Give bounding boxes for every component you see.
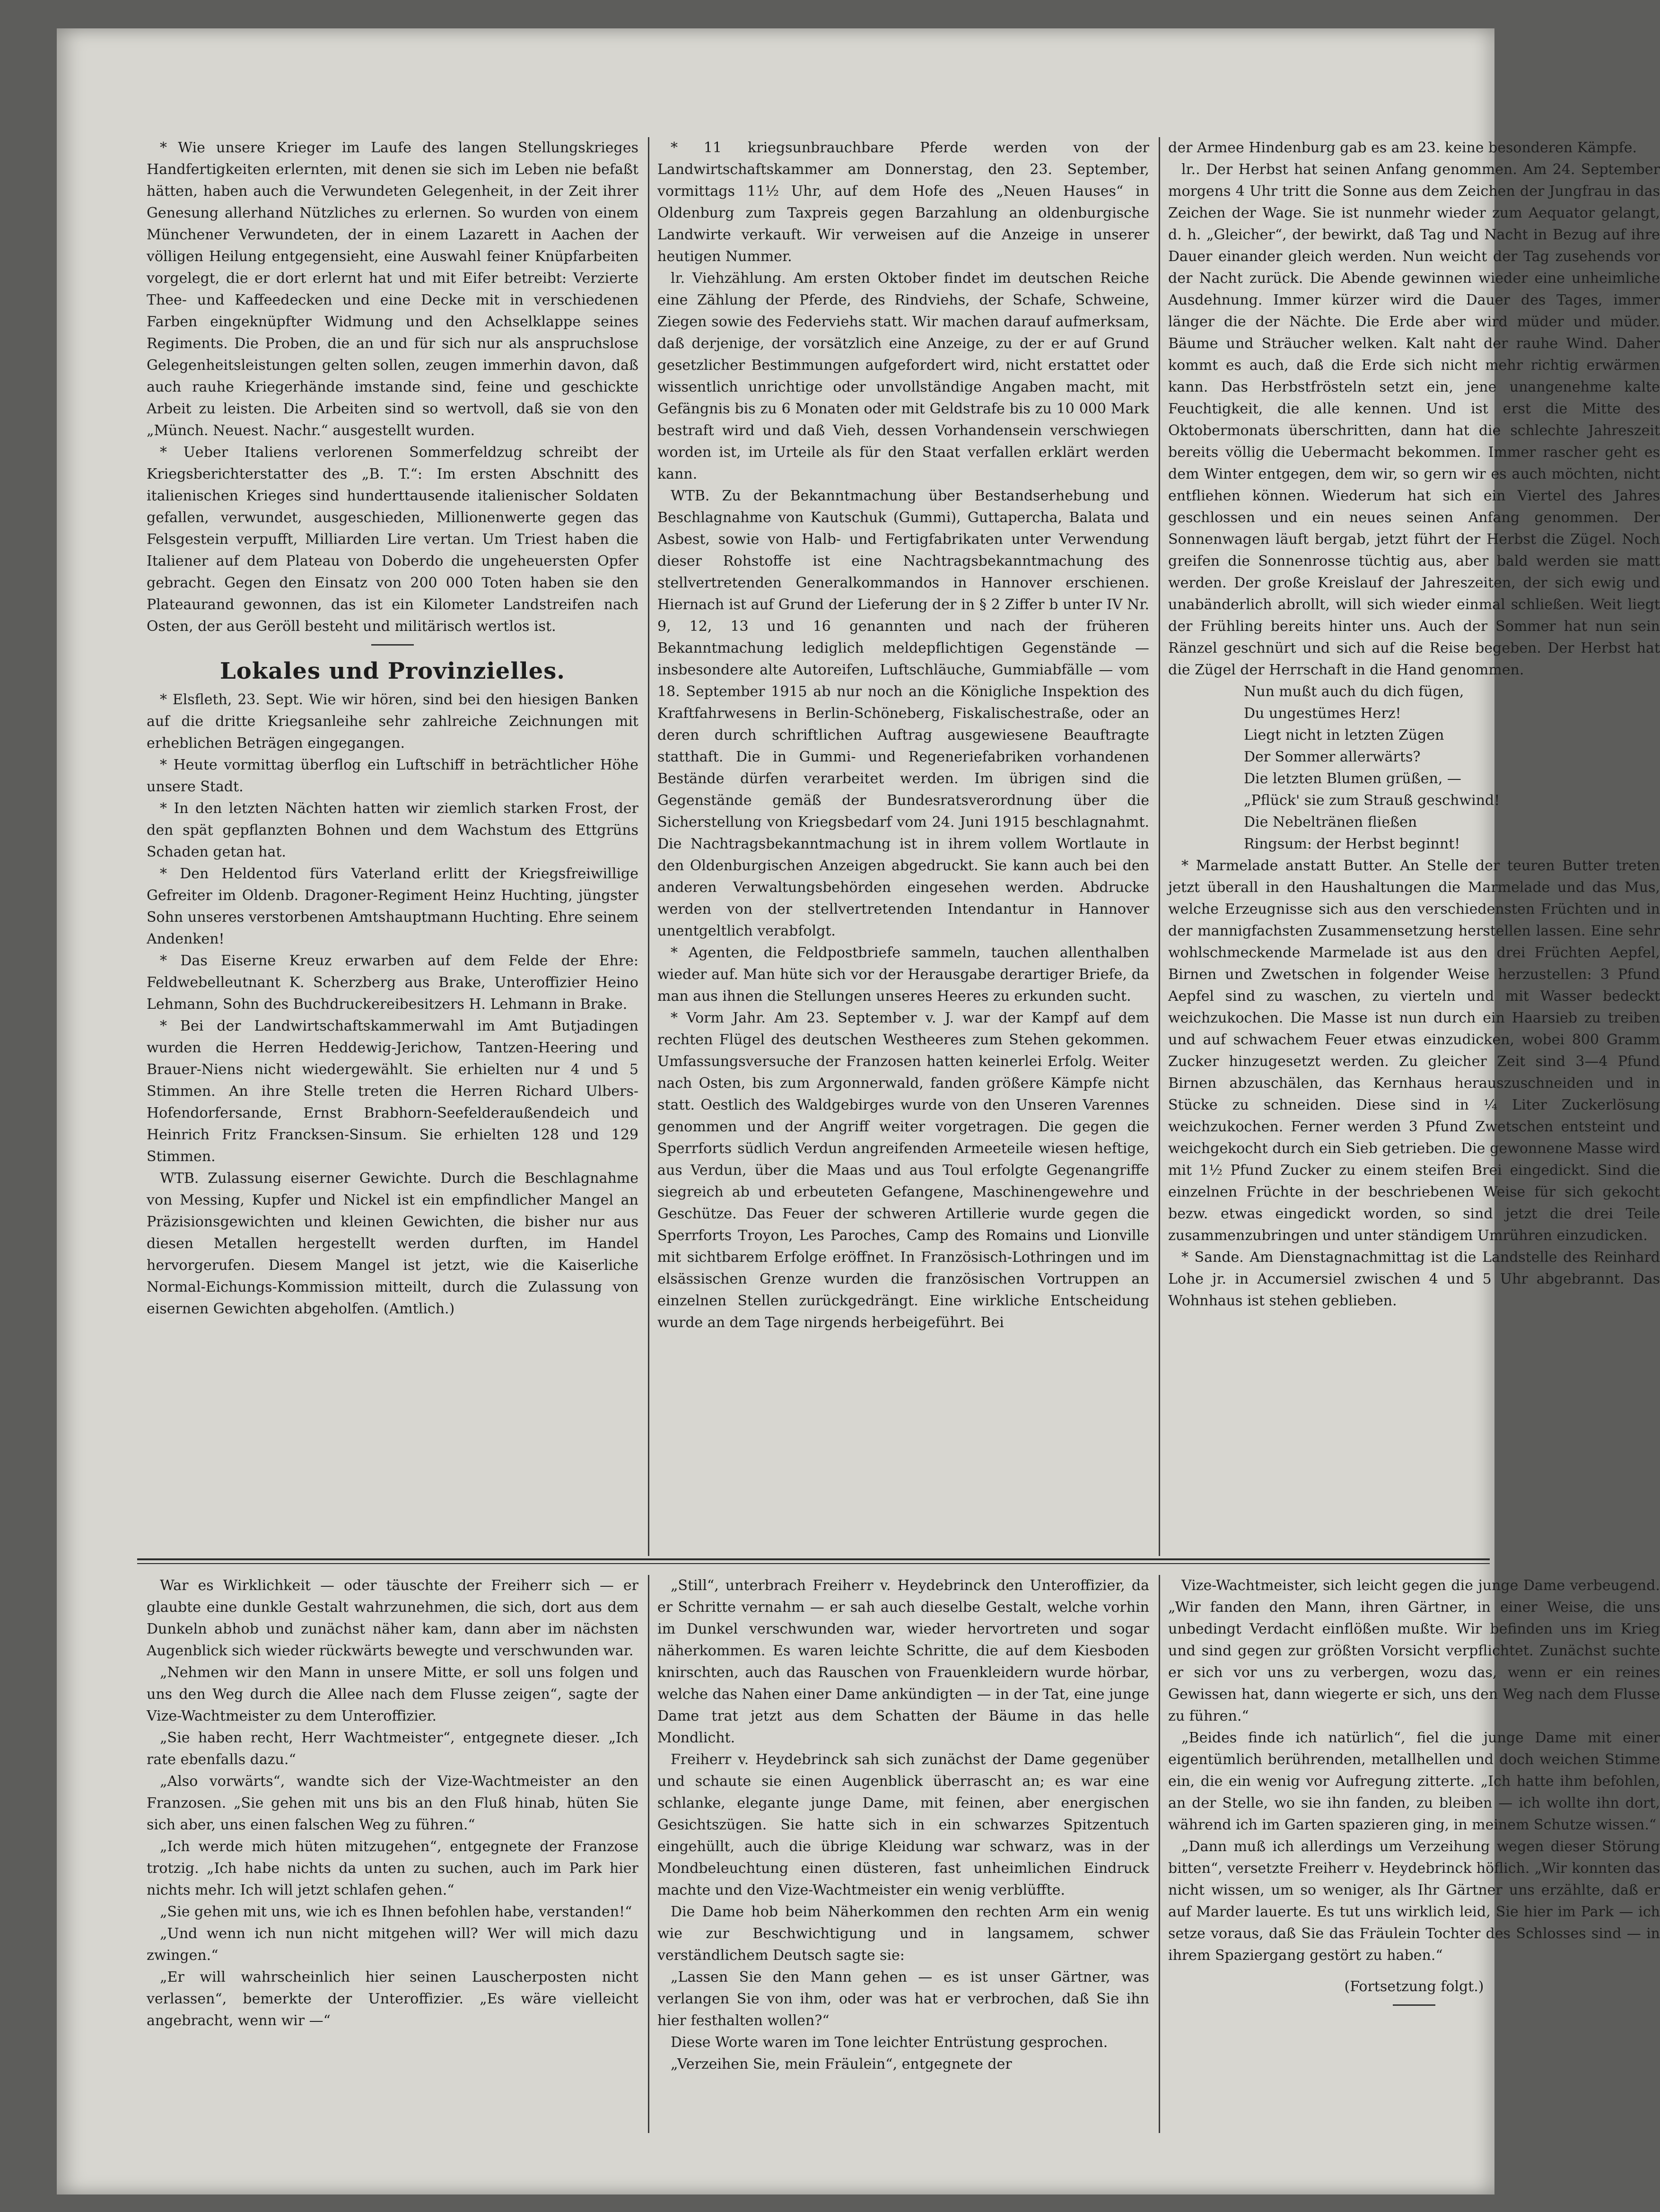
feuilleton-paragraph: „Verzeihen Sie, mein Fräulein“, entgegnete der — [671, 2056, 1012, 2072]
article-frost: * In den letzten Nächten hatten wir ziemlich starken Frost, der den spät gepflanzten Bohnen und dem Wachstum des Ettgrüns Schaden getan hat. — [147, 800, 638, 860]
article-iron-cross: * Das Eiserne Kreuz erwarben auf dem Felde der Ehre: Feldwebelleutnant K. Scherzberg aus Brake, Unteroffizier Heino Lehmann, Sohn des Buchdruckereibesitzers H. Lehmann in Brake. — [147, 953, 638, 1013]
feuilleton-paragraph: Die Dame hob beim Näherkommen den rechten Arm ein wenig wie zur Beschwichtigung und in langsamem, schwer verständlichem Deutsch sagte sie: — [657, 1904, 1149, 1964]
article-italy: * Ueber Italiens verlorenen Sommerfeldzug schreibt der Kriegsberichterstatter des „B. T.“: Im ersten Abschnitt des italienischen Krieges sind hunderttausende italienischer Soldaten gefallen, verwundet, ausgeschieden, Millionenwerte gegen das Felsgestein verpufft, Milliarden Lire vertan. Um Triest haben die Italiener auf dem Plateau von Doberdo die ungeheuersten Opfer gebracht. Gegen den Einsatz von 200 000 Toten haben sie den Plateaurand gewonnen, das ist ein Kilometer Landstreifen nach Osten, der aus Geröll besteht und militärisch wertlos ist. — [147, 444, 638, 635]
poem — [1168, 681, 1660, 855]
column-rule — [648, 137, 649, 1556]
article-hindenburg: der Armee Hindenburg gab es am 23. keine besonderen Kämpfe. — [1168, 140, 1637, 156]
column-rule — [1159, 137, 1160, 1556]
article-last-year: * Vorm Jahr. Am 23. September v. J. war der Kampf auf dem rechten Flügel des deutschen Westheeres zum Stehen gekommen. Umfassungsversuche der Franzosen hatten keinerlei Erfolg. Weiter nach Osten, bis zum Argonnerwald, fanden größere Kämpfe nicht statt. Oestlich des Waldgebirges wurde von den Unseren Varennes genommen und der Angriff weiter vorgetragen. Die gegen die Sperrforts südlich Verdun angreifenden Armeeteile wiesen heftige, aus Verdun, über die Maas und aus Toul erfolgte Gegenangriffe siegreich ab und erbeuteten Gefangene, Maschinengewehre und Geschütze. Das Feuer der schweren Artillerie wurde gegen die Sperrforts Troyon, Les Paroches, Camp des Romains und Lionville mit sichtbarem Erfolge eröffnet. In Französisch-Lothringen und im elsässischen Grenze wurden die französischen Vortruppen an einzelnen Stellen zurückgedrängt. Eine wirkliche Entscheidung wurde an dem Tage nirgends herbeigeführt. Bei — [657, 1010, 1149, 1331]
column-rule — [1159, 1575, 1160, 2133]
poem-line: Ringsum: der Herbst beginnt! — [1244, 836, 1460, 852]
article-heldentod: * Den Heldentod fürs Vaterland erlitt der Kriegsfreiwillige Gefreiter im Oldenb. Dragoner-Regiment Heinz Huchting, jüngster Sohn unseres verstorbenen Amtshauptmann Huchting. Ehre seinem Andenken! — [147, 866, 638, 947]
poem-line: Du ungestümes Herz! — [1244, 705, 1401, 722]
top-column-2 — [657, 137, 1149, 1556]
top-column-1 — [147, 137, 638, 1556]
article-handicraft: * Wie unsere Krieger im Laufe des langen Stellungskrieges Handfertigkeiten erlernten, mit denen sie sich im Leben nie befaßt hätten, haben auch die Verwundeten Gelegenheit, in der Zeit ihrer Genesung allerhand Nützliches zu erlernen. So wurden von einem Münchener Verwundeten, der in einem Lazarett in Aachen der völligen Heilung entgegensieht, eine Auswahl feiner Knüpfarbeiten vorgelegt, die er dort erlernt hat und mit Eifer betreibt: Verzierte Thee- und Kaffeedecken und eine Decke mit in verschiedenen Farben eingeknüpfter Widmung und den Achselklappe seines Regiments. Die Proben, die an und für sich nur als anspruchslose Gelegenheitsleistungen gelten sollen, zeugen immerhin davon, daß auch rauhe Kriegerhände imstande sind, feine und geschickte Arbeit zu leisten. Die Arbeiten sind so wertvoll, daß sie von den „Münch. Neuest. Nachr.“ ausgestellt wurden. — [147, 140, 638, 439]
feuilleton-paragraph: „Beides finde ich natürlich“, fiel die junge Dame mit einer eigentümlich berührenden, metallhellen und doch weichen Stimme ein, die ein wenig vor Aufregung zitterte. „Ich hatte ihm befohlen, an der Stelle, wo sie ihn fanden, zu bleiben — ich wollte ihn dort, während ich im Garten spazieren ging, in meinem Schutze wissen.“ — [1168, 1730, 1660, 1833]
feuilleton-paragraph: „Dann muß ich allerdings um Verzeihung wegen dieser Störung bitten“, versetzte Freiherr v. Heydebrinck höflich. „Wir konnten das nicht wissen, um so weniger, als Ihr Gärtner uns erzählte, daß er auf Marder lauerte. Es tut uns wirklich leid, Sie hier im Park — ich setze voraus, daß Sie das Fräulein Tochter des Schlosses sind — in ihrem Spaziergang gestört zu haben.“ — [1168, 1838, 1660, 1964]
continuation-note: (Fortsetzung folgt.) — [1344, 1978, 1484, 1995]
feuilleton-paragraph: „Sie haben recht, Herr Wachtmeister“, entgegnete dieser. „Ich rate ebenfalls dazu.“ — [147, 1730, 638, 1768]
article-agents: * Agenten, die Feldpostbriefe sammeln, tauchen allenthalben wieder auf. Man hüte sich vor der Herausgabe derartiger Briefe, da man aus ihnen die Stellungen unseres Heeres zu erkunden sucht. — [657, 944, 1149, 1005]
article-autumn: lr.. Der Herbst hat seinen Anfang genommen. Am 24. September morgens 4 Uhr tritt die Sonne aus dem Zeichen der Jungfrau in das Zeichen der Wage. Sie ist nunmehr wieder zum Aequator gelangt, d. h. „Gleicher“, der bewirkt, daß Tag und Nacht in Bezug auf ihre Dauer einander gleich werden. Nun weicht der Tag zusehends vor der Nacht zurück. Die Abende gewinnen wieder eine unheimliche Ausdehnung. Immer kürzer wird die Dauer des Tages, immer länger die der Nächte. Die Erde aber wird müder und müder. Bäume und Sträucher welken. Kalt naht der rauhe Wind. Daher kommt es auch, daß die Erde sich nicht mehr richtig erwärmen kann. Das Herbstfrösteln setzt ein, jene unangenehme kalte Feuchtigkeit, die alle kennen. Und ist erst die Mitte des Oktobermonats überschritten, dann hat die schlechte Jahreszeit bereits völlig die Uebermacht bekommen. Immer rascher geht es dem Winter entgegen, dem wir, so gern wir es auch möchten, nicht entfliehen können. Wiederum hat sich ein Viertel des Jahres geschlossen und ein neues seinen Anfang genommen. Der Sonnenwagen läuft bergab, jetzt führt der Herbst die Zügel. Noch greifen die Sonnenrosse tüchtig aus, aber bald werden sie matt werden. Der große Kreislauf der Jahreszeiten, der sich ewig und unabänderlich abrollt, will sich wieder einmal schließen. Weit liegt der Frühling bereits hinter uns. Auch der Sommer hat nun sein Ränzel geschnürt und sich auf die Reise begeben. Der Herbst hat die Zügel der Herrschaft in die Hand genommen. — [1168, 161, 1660, 678]
feuilleton-paragraph: Vize-Wachtmeister, sich leicht gegen die junge Dame verbeugend. „Wir fanden den Mann, ihren Gärtner, in einer Weise, die uns unbedingt Verdacht einflößen mußte. Wir befinden uns im Krieg und sind gegen zur größten Vorsicht verpflichtet. Zunächst suchte er sich vor uns zu verbergen, wozu das, wenn er ein reines Gewissen hat, dann wiegerte er sich, uns den Weg nach dem Flusse zu führen.“ — [1168, 1577, 1660, 1724]
top-column-3 — [1168, 137, 1660, 1556]
article-rubber: WTB. Zu der Bekanntmachung über Bestandserhebung und Beschlagnahme von Kautschuk (Gummi), Guttapercha, Balata und Asbest, sowie von Halb- und Fertigfabrikaten unter Verwendung dieser Rohstoffe ist eine Nachtragsbekanntmachung des stellvertretenden Generalkommandos in Hannover erschienen. Hiernach ist auf Grund der Lieferung der in § 2 Ziffer b unter IV Nr. 9, 12, 13 und 16 genannten und nach der früheren Bekanntmachung lediglich meldepflichtigen Gegenstände — insbesondere alte Autoreifen, Luftschläuche, Gummiabfälle — vom 18. September 1915 ab nur noch an die Königliche Inspektion des Kraftfahrwesens in Berlin-Schöneberg, Fiskalischestraße, oder an deren durch schriftlichen Auftrag ausgewiesene Beauftragte statthaft. Die in Gummi- und Regeneriefabriken vorhandenen Bestände dürfen verarbeitet werden. Im übrigen sind die Gegenstände gemäß der Bundesratsverordnung über die Sicherstellung von Kriegsbedarf vom 24. Juni 1915 beschlagnahmt. Die Nachtragsbekanntmachung ist in ihrem vollem Wortlaute in den Oldenburgischen Anzeigen abgedruckt. Sie kann auch bei den anderen Verwaltungsbehörden eingesehen werden. Abdrucke werden von der stellvertretenden Intendantur in Hannover unentgeltlich verabfolgt. — [657, 488, 1149, 939]
article-weights: WTB. Zulassung eiserner Gewichte. Durch die Beschlagnahme von Messing, Kupfer und Nickel ist ein empfindlicher Mangel an Präzisionsgewichten und kleinen Gewichten, die bisher nur aus diesen Metallen hergestellt werden durften, im Handel hervorgerufen. Diesem Mangel ist jetzt, wie die Kaiserliche Normal-Eichungs-Kommission mitteilt, durch die Zulassung von eisernen Gewichten abgeholfen. (Amtlich.) — [147, 1170, 638, 1317]
feuilleton-paragraph: „Still“, unterbrach Freiherr v. Heydebrinck den Unteroffizier, da er Schritte vernahm — er sah auch dieselbe Gestalt, welche vorhin im Dunkel verschwunden war, wieder hervortreten und sogar näherkommen. Es waren leichte Schritte, die auf dem Kiesboden knirschten, auch das Rauschen von Frauenkleidern wurde hörbar, welche das Nahen einer Dame ankündigten — in der Tat, eine junge Dame trat jetzt aus dem Schatten der Bäume in das helle Mondlicht. — [657, 1577, 1149, 1746]
article-marmalade: * Marmelade anstatt Butter. An Stelle der teuren Butter treten jetzt überall in den Haushaltungen die Marmelade und das Mus, welche Erzeugnisse sich aus den verschiedensten Früchten und in der mannigfachsten Zusammensetzung herstellen lassen. Eine sehr wohlschmeckende Marmelade ist aus den drei Früchten Aepfel, Birnen und Zwetschen in folgender Weise herzustellen: 3 Pfund Aepfel sind zu waschen, zu vierteln und mit Wasser bedeckt weichzukochen. Die Masse ist nun durch ein Haarsieb zu treiben und auf schwachem Feuer etwas einzudicken, wobei 800 Gramm Zucker hinzugesetzt werden. Zu gleicher Zeit sind 3—4 Pfund Birnen abzuschälen, das Kernhaus herauszuschneiden und in Stücke zu schneiden. Diese sind in ¼ Liter Zuckerlösung weichzukochen. Ferner werden 3 Pfund Zwetschen entsteint und weichgekocht durch ein Sieb getrieben. Die gewonnene Masse wird mit 1½ Pfund Zucker zu einem steifen Brei eingedickt. Sind die einzelnen Früchte in der beschriebenen Weise für sich gekocht bezw. etwas eingedickt worden, so sind jetzt die drei Teile zusammenzubringen und unter ständigem Umrühren einzudicken. — [1168, 857, 1660, 1244]
feuilleton-paragraph: „Ich werde mich hüten mitzugehen“, entgegnete der Franzose trotzig. „Ich habe nichts da unten zu suchen, auch im Park hier nichts mehr. Ich will jetzt schlafen gehen.“ — [147, 1838, 638, 1898]
article-sande: * Sande. Am Dienstagnachmittag ist die Landstelle des Reinhard Lohe jr. in Accumersiel zwischen 4 und 5 Uhr abgebrannt. Das Wohnhaus ist stehen geblieben. — [1168, 1249, 1660, 1309]
section-title: Lokales und Provinzielles. — [220, 658, 565, 684]
article-elsfleth: * Elsfleth, 23. Sept. Wie wir hören, sind bei den hiesigen Banken auf die dritte Kriegsanleihe sehr zahlreiche Zeichnungen mit erheblichen Beträgen eingegangen. — [147, 691, 638, 752]
poem-line: Nun mußt auch du dich fügen, — [1244, 683, 1464, 700]
feuilleton-paragraph: „Und wenn ich nun nicht mitgehen will? Wer will mich dazu zwingen.“ — [147, 1925, 638, 1964]
feuilleton-paragraph: „Also vorwärts“, wandte sich der Vize-Wachtmeister an den Franzosen. „Sie gehen mit uns bis an den Fluß hinab, hüten Sie sich aber, uns einen falschen Weg zu führen.“ — [147, 1773, 638, 1833]
poem-line: Liegt nicht in letzten Zügen — [1244, 727, 1444, 743]
article-horses: * 11 kriegsunbrauchbare Pferde werden von der Landwirtschaftskammer am Donnerstag, den 23. September, vormittags 11½ Uhr, auf dem Hofe des „Neuen Hauses“ in Oldenburg zum Taxpreis gegen Barzahlung an oldenburgische Landwirte verkauft. Wir verweisen auf die Anzeige in unserer heutigen Nummer. — [657, 140, 1149, 265]
poem-line: „Pflück' sie zum Strauß geschwind! — [1244, 792, 1500, 809]
feuilleton-column-2 — [657, 1575, 1149, 2133]
article-cattle-count: lr. Viehzählung. Am ersten Oktober findet im deutschen Reiche eine Zählung der Pferde, des Rindviehs, der Schafe, Schweine, Ziegen sowie des Federviehs statt. Wir machen darauf aufmerksam, daß derjenige, der vorsätzlich eine Anzeige, zu der er auf Grund gesetzlicher Bestimmungen aufgefordert wird, nicht erstattet oder wissentlich unrichtige oder unvollständige Angaben macht, mit Gefängnis bis zu 6 Monaten oder mit Geldstrafe bis zu 10 000 Mark bestraft wird und daß Vieh, dessen Vorhandensein verschwiegen worden ist, im Urteile als für den Staat verfallen erklärt werden kann. — [657, 270, 1149, 482]
newspaper-page — [57, 28, 1660, 2195]
feuilleton-divider — [137, 1558, 1490, 1560]
feuilleton-paragraph: „Sie gehen mit uns, wie ich es Ihnen befohlen habe, verstanden!“ — [160, 1904, 632, 1920]
poem-line: Der Sommer allerwärts? — [1244, 749, 1421, 765]
poem-line: Die Nebeltränen fließen — [1244, 814, 1417, 831]
column-rule — [648, 1575, 649, 2133]
feuilleton-column-1 — [147, 1575, 638, 2133]
feuilleton-paragraph: War es Wirklichkeit — oder täuschte der Freiherr sich — er glaubte eine dunkle Gestalt wahrzunehmen, die sich, dort aus dem Dunkeln abhob und zunächst näher kam, dann aber im nächsten Augenblick sich wieder rückwärts bewegte und verschwunden war. — [147, 1577, 638, 1659]
feuilleton-paragraph: Diese Worte waren im Tone leichter Entrüstung gesprochen. — [671, 2034, 1108, 2051]
feuilleton-paragraph: „Nehmen wir den Mann in unsere Mitte, er soll uns folgen und uns den Weg durch die Allee nach dem Flusse zeigen“, sagte der Vize-Wachtmeister zu dem Unteroffizier. — [147, 1664, 638, 1724]
separator — [1393, 2004, 1435, 2006]
feuilleton-column-3 — [1168, 1575, 1660, 2133]
feuilleton-paragraph: Freiherr v. Heydebrinck sah sich zunächst der Dame gegenüber und schaute sie einen Augenblick überrascht an; es war eine schlanke, elegante junge Dame, mit feinen, aber energischen Gesichtszügen. Sie hatte sich in ein schwarzes Spitzentuch eingehüllt, auch die übrige Kleidung war schwarz, was in der Mondbeleuchtung einen düsteren, fast unheimlichen Eindruck machte und den Vize-Wachtmeister ein wenig verblüffte. — [657, 1751, 1149, 1898]
feuilleton-paragraph: „Lassen Sie den Mann gehen — es ist unser Gärtner, was verlangen Sie von ihm, oder was hat er verbrochen, daß Sie ihn hier festhalten wollen?“ — [657, 1969, 1149, 2029]
feuilleton-paragraph: „Er will wahrscheinlich hier seinen Lauscherposten nicht verlassen“, bemerkte der Unteroffizier. „Es wäre vielleicht angebracht, wenn wir —“ — [147, 1969, 638, 2029]
article-election: * Bei der Landwirtschaftskammerwahl im Amt Butjadingen wurden die Herren Heddewig-Jerichow, Tantzen-Heering und Brauer-Niens nicht wiedergewählt. Sie erhielten nur 4 und 5 Stimmen. An ihre Stelle treten die Herren Richard Ulbers-Hofendorfersande, Ernst Brabhorn-Seefelderaußendeich und Heinrich Fritz Francksen-Sinsum. Sie erhielten 128 und 129 Stimmen. — [147, 1018, 638, 1165]
feuilleton-divider-thin — [137, 1563, 1490, 1564]
article-airship: * Heute vormittag überflog ein Luftschiff in beträchtlicher Höhe unsere Stadt. — [147, 757, 638, 795]
separator — [371, 644, 414, 646]
poem-line: Die letzten Blumen grüßen, — — [1244, 770, 1461, 787]
